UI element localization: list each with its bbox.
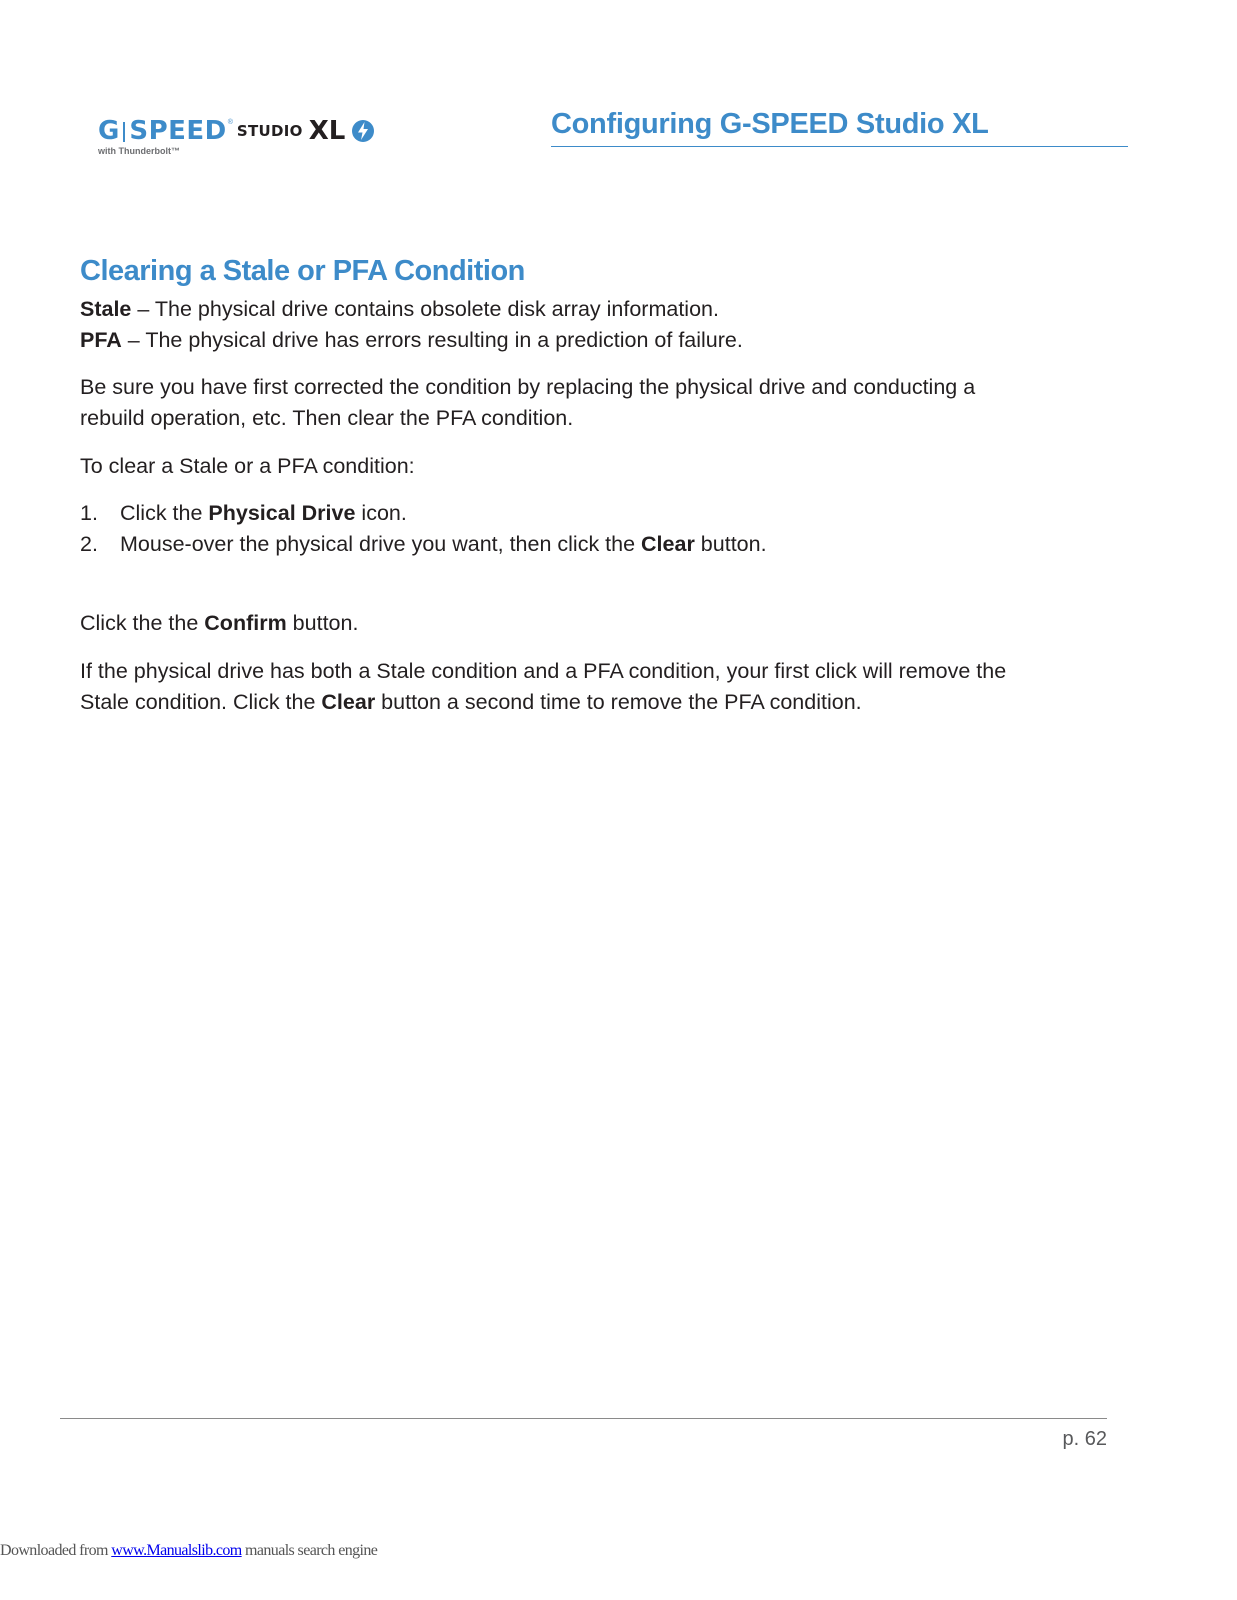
paragraph-1-line-2: rebuild operation, etc. Then clear the PFA condition. (80, 406, 574, 430)
logo-separator (123, 122, 125, 142)
paragraph-2-text-end: button a second time to remove the PFA condition. (375, 690, 862, 714)
step-text: Mouse-over the physical drive you want, then click the (120, 532, 642, 556)
pfa-term: PFA (80, 328, 122, 352)
paragraph-2-bold: Clear (321, 690, 376, 714)
logo-registered-mark: ® (227, 119, 233, 126)
confirm-instruction (80, 608, 358, 639)
paragraph-2-line-2 (80, 687, 862, 718)
stale-definition (80, 294, 719, 325)
step-item (80, 529, 767, 560)
confirm-text: Click the the (80, 611, 205, 635)
logo-subtitle: with Thunderbolt™ (98, 146, 180, 156)
confirm-text-end: button. (286, 611, 359, 635)
download-credit (0, 1542, 377, 1560)
paragraph-1-line-1: Be sure you have first corrected the condition by replacing the physical drive and conducting a (80, 375, 976, 399)
page-number: p. 62 (1062, 1428, 1107, 1450)
logo-speed: SPEED (129, 116, 227, 146)
confirm-bold: Confirm (204, 611, 287, 635)
manualslib-link[interactable]: www.Manualslib.com (111, 1542, 242, 1559)
step-bold: Clear (641, 532, 695, 556)
brand-logo (98, 116, 438, 166)
step-text-end: icon. (355, 501, 407, 525)
footer-divider (60, 1418, 1107, 1419)
logo-g: G (98, 116, 120, 146)
pfa-definition-text: – The physical drive has errors resulting in a prediction of failure. (121, 328, 743, 352)
logo-wordmark (98, 116, 375, 146)
step-number: 2. (80, 532, 98, 556)
step-number: 1. (80, 501, 98, 525)
step-text: Click the (120, 501, 209, 525)
stale-term: Stale (80, 297, 132, 321)
steps-intro: To clear a Stale or a PFA condition: (80, 454, 415, 478)
thunderbolt-icon (351, 119, 375, 143)
paragraph-2-text: Stale condition. Click the (80, 690, 322, 714)
page-header-title: Configuring G-SPEED Studio XL (551, 108, 989, 140)
paragraph-2-line-1: If the physical drive has both a Stale condition and a PFA condition, your first click will remove the (80, 659, 1007, 683)
step-bold: Physical Drive (208, 501, 356, 525)
step-text-end: button. (694, 532, 767, 556)
header-divider (551, 146, 1128, 147)
logo-xl: XL (308, 116, 346, 146)
section-title: Clearing a Stale or PFA Condition (80, 255, 525, 287)
stale-definition-text: – The physical drive contains obsolete disk array information. (131, 297, 719, 321)
download-suffix: manuals search engine (241, 1542, 378, 1559)
download-prefix: Downloaded from (0, 1542, 112, 1559)
pfa-definition (80, 325, 743, 356)
logo-studio: STUDIO (236, 122, 303, 140)
step-item (80, 498, 407, 529)
